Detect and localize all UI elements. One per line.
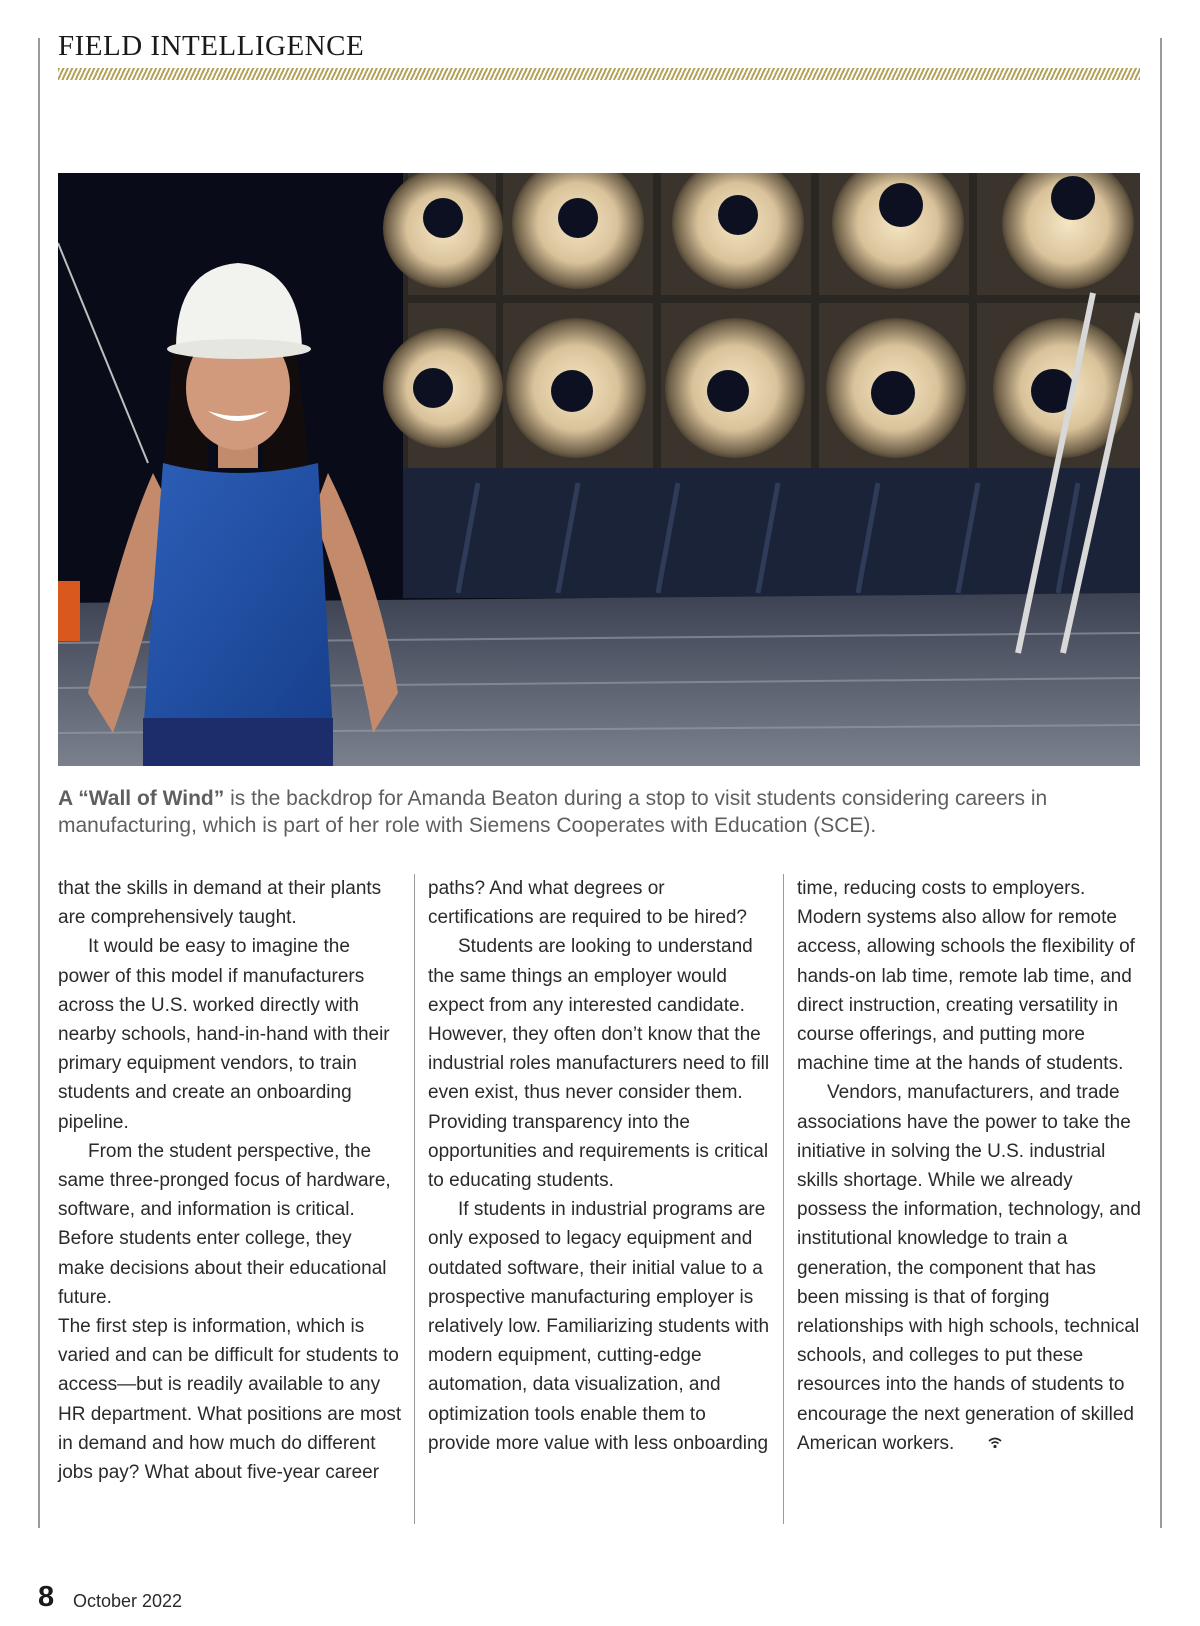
photo-caption — [58, 785, 1148, 839]
column-divider — [783, 874, 784, 1524]
paragraph: time, reducing costs to employers. Modern systems also allow for remote access, allowing schools the flexibility of hands-on lab time, remote lab time, and direct instruction, creating versatility in course offerings, and putting more machine time at the hands of students. — [797, 878, 1135, 1075]
paragraph: that the skills in demand at their plants are comprehensively taught. — [58, 878, 382, 929]
wall-of-wind-photo-icon — [58, 173, 1140, 766]
paragraph-text: Vendors, manufacturers, and trade associations have the power to take the initiative in solving the U.S. industrial skills shortage. While we already possess the information, technology, and institutional knowledge to train a generation, the component that has been missing is that of forging relationships with high schools, technical schools, and colleges to put these resources into the hands of students to encourage the next generation of skilled American workers. — [797, 1082, 1141, 1454]
paragraph: If students in industrial programs are only exposed to legacy equipment and outdated software, their initial value to a prospective manufacturing employer is relatively low. Familiarizing students with modern equipment, cutting-edge automation, data visualization, and optimization tools enable them to provide more value with less onboarding — [428, 1199, 770, 1454]
wifi-end-mark-icon — [958, 1429, 1002, 1458]
column-divider — [414, 874, 415, 1524]
header-hatch-rule — [58, 68, 1140, 80]
article-column-3 — [797, 874, 1142, 1458]
right-page-rule — [1160, 38, 1162, 1528]
paragraph: The first step is information, which is varied and can be difficult for students to access—but is readily available to any HR department. What positions are most in demand and how much do different jobs pay? What about five-year career — [58, 1316, 402, 1484]
paragraph: It would be easy to imagine the power of this model if manufacturers across the U.S. worked directly with nearby schools, hand-in-hand with their primary equipment vendors, to train students and create an onboarding pipeline. — [58, 936, 390, 1133]
caption-text: is the backdrop for Amanda Beaton during a stop to visit students considering careers in manufacturing, which is part of her role with Siemens Cooperates with Education (SCE). — [58, 787, 1048, 837]
paragraph: Students are looking to understand the same things an employer would expect from any interested candidate. However, they often don’t know that the industrial roles manufacturers need to fill even exist, thus never consider them. Providing transparency into the opportunities and requirements is critical to educating students. — [428, 936, 770, 1192]
article-column-2 — [428, 874, 773, 1458]
issue-date: October 2022 — [73, 1591, 183, 1611]
left-page-rule — [38, 38, 40, 1528]
section-title: FIELD INTELLIGENCE — [58, 30, 365, 62]
page-number: 8 — [38, 1581, 55, 1613]
caption-lead: A “Wall of Wind” — [58, 787, 225, 810]
article-column-1 — [58, 874, 403, 1487]
paragraph: From the student perspective, the same three-pronged focus of hardware, software, and information is critical. Before students enter college, they make decisions about their educational future. — [58, 1140, 391, 1308]
paragraph: paths? And what degrees or certifications are required to be hired? — [428, 878, 747, 929]
feature-photo — [58, 173, 1140, 766]
paragraph — [797, 1078, 1142, 1458]
